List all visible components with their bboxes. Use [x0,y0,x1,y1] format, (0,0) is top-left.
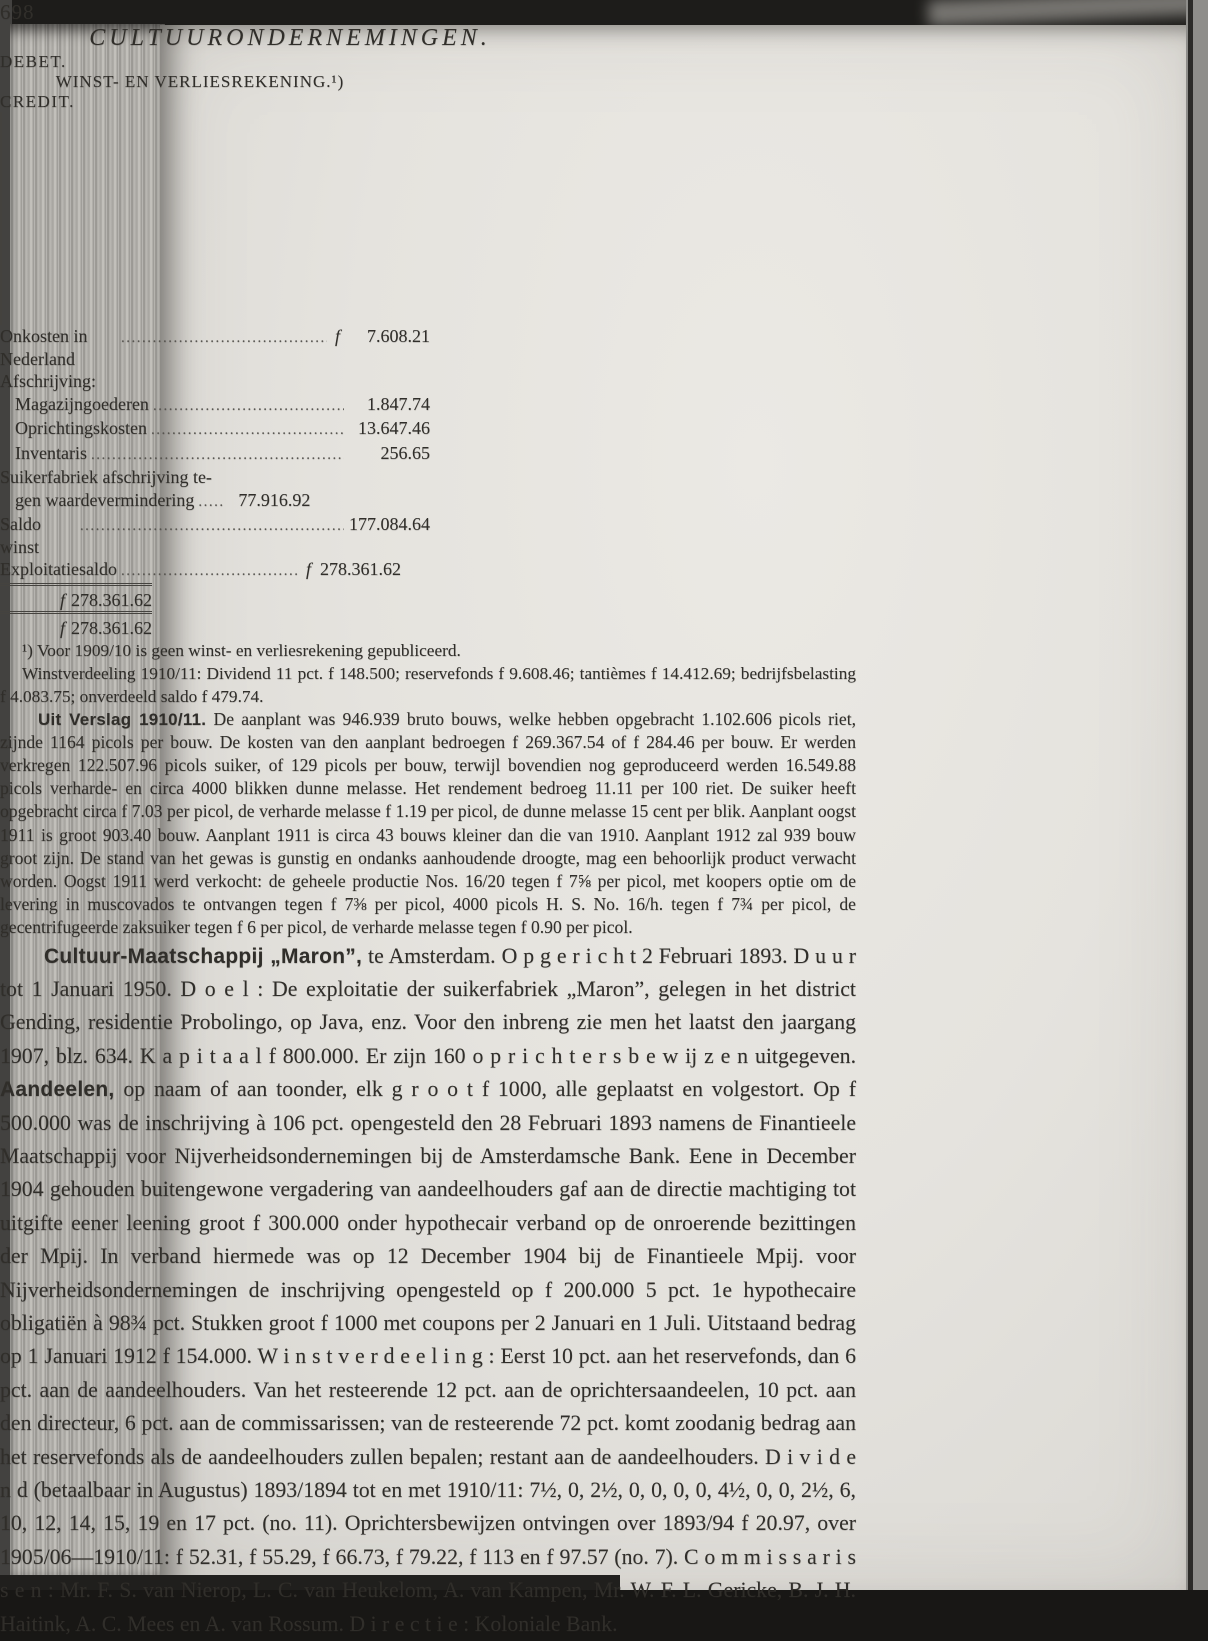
paragraph-segment: f 800.000. Er zijn 160 [268,1043,466,1068]
paragraph-segment: op naam of aan toonder, elk [123,1077,383,1102]
table-column-divider [0,112,2,325]
leader-dots [121,327,327,350]
row-label: gen waardevermindering [15,489,195,510]
total-amount: 278.361.62 [71,589,152,610]
table-row [0,489,430,514]
currency-florin: f [59,589,65,610]
table-row [0,417,430,442]
credit-total [0,611,152,639]
paragraph-segment: g r o o t [391,1077,473,1102]
paragraph-segment: Eerst 10 pct. aan het reservefonds, dan 6 pct. aan de aandeelhouders. Van het resteerende 12 pct. aan de oprichtersaandeelen, 10 pct. aan den directeur, 6 pct. aan de commissarissen; van de resteerende 72 pct. komt zoodanig bedrag aan het reservefonds als de aandeelhouders zullen bepalen; restant aan de aandeelhouders. [0,1344,857,1469]
row-label: Saldo winst [0,514,42,557]
debet-total [0,583,152,611]
row-amount: 1.847.74 [367,393,430,414]
row-amount: 77.916.92 [238,489,311,510]
report-paragraph [0,708,856,940]
row-label: Onkosten in Nederland [0,326,88,369]
paragraph-segment: o p r i c h t e r s b e w ij z e n [472,1043,749,1068]
row-label: Suikerfabriek afschrijving te- [0,467,212,487]
table-header-credit: CREDIT. [0,92,75,111]
table-row [0,393,430,418]
row-amount: 177.084.64 [349,514,430,534]
paragraph-segment: C o m m i s s a r i s s e n : [0,1544,856,1603]
paragraph-segment: uitgegeven. [754,1043,857,1068]
row-label: Magazijngoederen [15,393,149,414]
leader-dots [151,419,344,442]
row-label: Afschrijving: [0,371,96,391]
paragraph-segment: D i v i d e n d [0,1444,856,1503]
currency-florin: f [59,617,65,638]
table-header-title: WINST- EN VERLIESREKENING.¹) [55,72,345,91]
table-header-debet: DEBET. [0,52,67,71]
paragraph-segment: Mr. F. S. van Nierop, L. C. van Heukelom, A. van Kampen, Mr. W. F. L. Gericke, B. J. H. Haitink, A. C. Mees en A. van Rossum. [0,1578,856,1636]
page-number: 698 [0,0,35,24]
report-body: De aanplant was 946.939 bruto bouws, welke hebben opgebracht 1.102.606 picols riet, zijnde 1164 picols per bouw. De kosten van den aanplant bedroegen f 269.367.54 of f 284.46 per bouw. Er werden verkregen 122.507.96 picols suiker, of 129 picols per bouw, terwijl bovendien nog geproduceerd werden 16.549.88 picols verharde- en circa 4000 blikken dunne melasse. Het rendement bedroeg 11.11 per 100 riet. De suiker heeft opgebracht circa f 7.03 per picol, de verharde melasse f 1.19 per picol, de dunne melasse 15 cent per blik. Aanplant oogst 1911 is groot 903.40 bouw. Aanplant 1911 is circa 43 bouws kleiner dan die van 1910. Aanplant 1912 zal 939 bouw groot zijn. De stand van het gewas is gunstig en ondanks aanhoudende droogte, mag een behoorlijk product verwacht worden. Oogst 1911 werd verkocht: de geheele productie Nos. 16/20 tegen f 7⅝ per picol, met koopers optie om de levering in muscovados te ontvangen tegen f 7⅜ per picol, 4000 picols H. S. No. 16/h. tegen f 7¾ per picol, de gecentrifugeerde zaksuiker tegen f 6 per picol, de verharde melasse tegen f 0.90 per picol. [0,708,857,938]
paragraph-segment: tot 1 Januari 1950. [0,976,172,1001]
paragraph-segment: f 1000, alle geplaatst en volgestort. Op f 500.000 was de inschrijving à 106 pct. opengesteld den 28 Februari 1893 namens de Finantieele Maatschappij voor Nijverheidsondernemingen bij de Amsterdamsche Bank. Eene in December 1904 gehouden buitengewone vergadering van aandeelhouders gaf aan de directie machtiging tot uitgifte eener leening groot f 300.000 onder hypothecair verband op de onroerende bezittingen der Mpij. In verband hiermede was op 12 December 1904 bij de Finantieele Mpij. voor Nijverheidsondernemingen de inschrijving opengesteld op f 200.000 5 pct. 1e hypothecaire obligatiën à 98¾ pct. Stukken groot f 1000 met coupons per 2 Januari en 1 Juli. Uitstaand bedrag op 1 Januari 1912 f 154.000. [0,1077,856,1369]
leader-dots [91,444,344,467]
table-row [0,370,430,393]
table-row [0,466,430,489]
aandeelen-heading: Aandeelen, [0,1078,115,1102]
table-row [0,558,401,583]
paragraph-segment: W i n s t v e r d e e l i n g : [257,1344,495,1369]
table-row [0,442,430,467]
paragraph-segment: D i r e c t i e : [349,1611,470,1636]
row-label: Inventaris [15,442,87,463]
credit-column [0,558,401,583]
company-name-heading: Cultuur-Maatschappij „Maron”, [44,944,363,968]
paragraph-segment: te Amsterdam. [368,943,496,968]
company-paragraph [0,940,856,1641]
paragraph-segment: D o e l : [180,976,264,1001]
paragraph-segment: De exploitatie der suikerfabriek „Maron”, gelegen in het district Gending, residentie Probolingo, op Java, enz. Voor den inbreng zie men het laatst den jaargang 1907, blz. 634. [0,976,856,1068]
paragraph-segment: K a p i t a a l [139,1043,262,1068]
row-amount: 256.65 [380,442,430,463]
leader-dots [80,515,344,538]
paragraph-segment: (betaalbaar in Augustus) 1893/1894 tot en met 1910/11: 7½, 0, 2½, 0, 0, 0, 0, 4½, 0, 0, 2½, 6, 10, 12, 14, 15, 19 en 17 pct. (no. 11). Oprichtersbewijzen ontvingen over 1893/94 f 20.97, over 1905/06—1910/11: f 52.31, f 55.29, f 66.73, f 79.22, f 113 en f 97.57 (no. 7). [0,1478,856,1569]
paragraph-segment: Koloniale Bank. [474,1611,618,1636]
leader-dots [153,395,344,418]
running-title: CULTUURONDERNEMINGEN. [89,25,491,51]
total-amount: 278.361.62 [71,617,152,638]
paragraph-segment: D u u r [793,943,857,968]
row-amount: 13.647.46 [358,418,430,438]
row-label: Oprichtingskosten [15,418,147,438]
report-heading: Uit Verslag 1910/11. [38,709,207,729]
paragraph-segment: O p g e r i c h t [501,943,637,968]
paragraph-segment: 2 Februari 1893. [641,943,788,968]
leader-dots [198,491,224,514]
debet-column [0,325,430,558]
footnote-reference: ¹) Voor 1909/10 is geen winst- en verliesrekening gepubliceerd. [22,640,461,660]
leader-dots [121,560,298,583]
row-amount: 278.361.62 [320,559,401,579]
footnote-winstverdeeling: Winstverdeeling 1910/11: Dividend 11 pct. f 148.500; reservefonds f 9.608.46; tantièmes f 14.412.69; bedrijfsbelasting f 4.083.75; onverdeeld saldo f 479.74. [0,663,856,706]
row-label: Exploitatiesaldo [0,559,117,579]
table-row [0,325,430,370]
row-amount: 7.608.21 [367,326,430,346]
currency-florin: f [305,559,311,579]
table-row [0,513,430,558]
currency-florin: f [334,326,340,346]
